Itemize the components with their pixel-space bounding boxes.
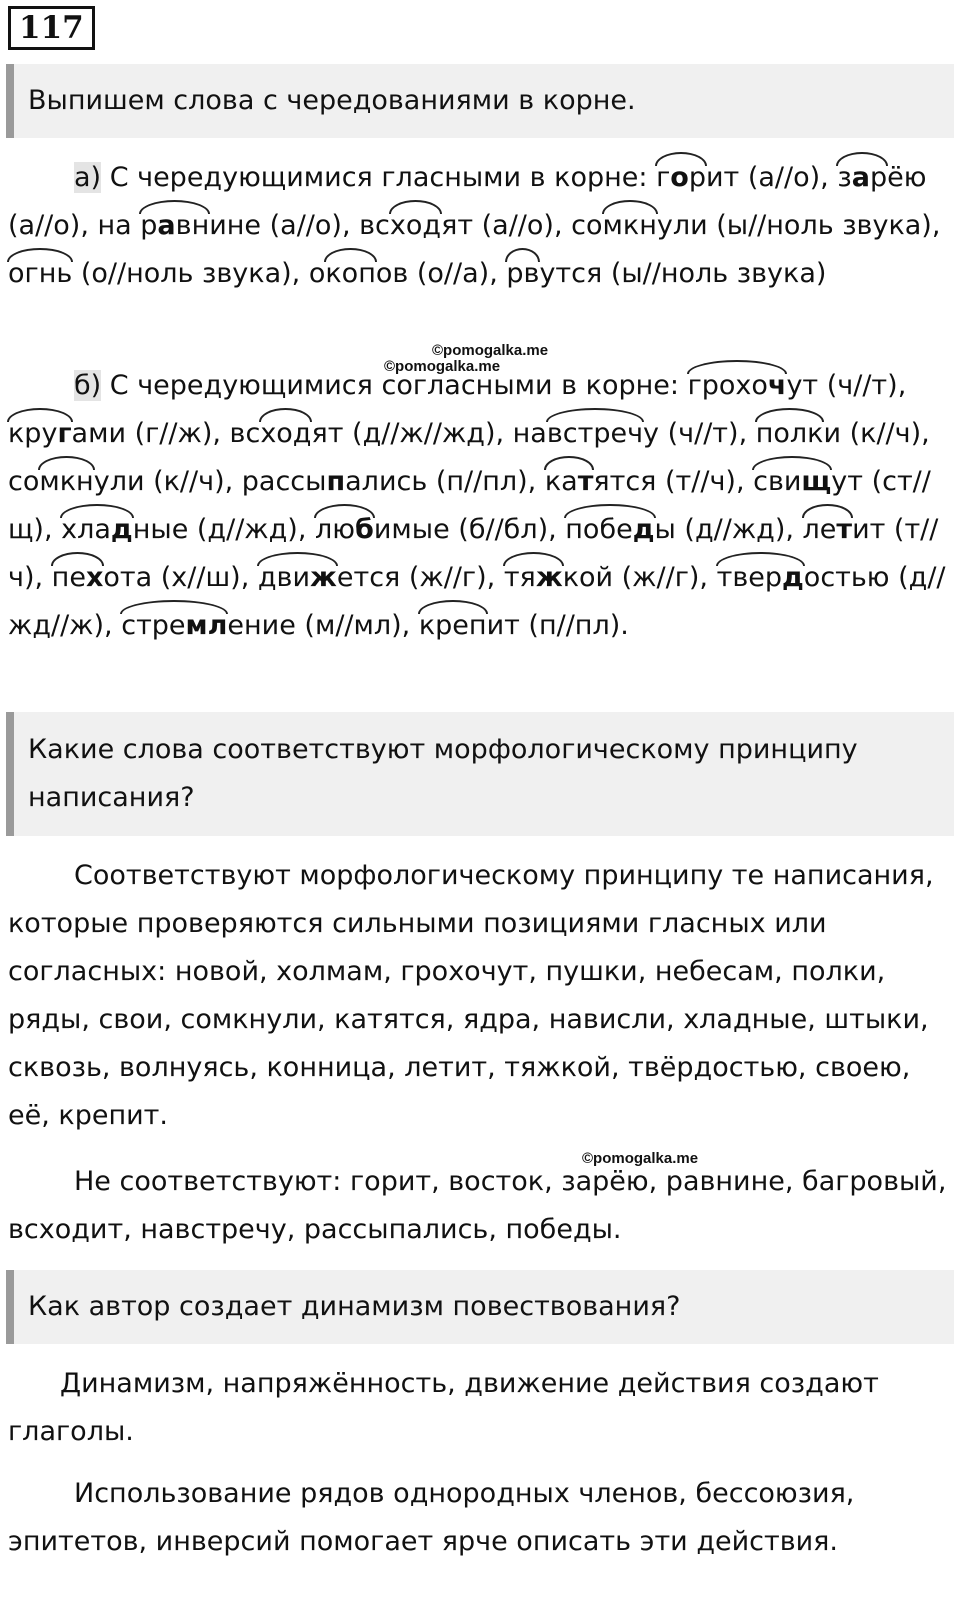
answer-dynamism-2-text: Использование рядов однородных членов, бессоюзия, эпитетов, инверсий помогает ярче описать эти действия.: [8, 1478, 855, 1557]
list-item: сомкнули (ы//ноль звука): [571, 210, 932, 241]
question-box-2: [6, 712, 954, 836]
list-item: горит (а//о): [656, 162, 820, 193]
list-item: всходят (а//о): [359, 210, 554, 241]
question-2-text: Какие слова соответствуют морфологическому принципу написания?: [28, 734, 858, 813]
watermark: ©pomogalka.me: [432, 342, 549, 359]
list-item: твердостью (д//жд//ж): [8, 562, 946, 641]
answer-not-morphological: [8, 1158, 954, 1254]
list-item: полки (к//ч): [756, 418, 921, 449]
list-item: свищут (ст//щ): [8, 466, 931, 545]
list-item: огнь (о//ноль звука): [8, 258, 292, 289]
answer-vowels: а) С чередующимися гласными в корне: горит (а//о), зарёю (а//о), на равнине (а//о), всходят (а//о), сомкнули (ы//ноль звука), огнь (о//ноль звука), окопов (о//а), рвутся (ы//ноль звука): [8, 154, 954, 298]
answer-consonants-intro: С чередующимися согласными в корне:: [109, 370, 679, 401]
list-item: рвутся (ы//ноль звука): [506, 258, 826, 289]
answer-not-morphological-intro: Не соответствуют:: [74, 1166, 342, 1197]
answer-dynamism-1-text: Динамизм, напряжённость, движение действия создают глаголы.: [8, 1368, 879, 1447]
list-item: окопов (о//а): [309, 258, 489, 289]
answer-not-morphological-words: горит, восток, зарёю, равнине, багровый, всходит, навстречу, рассыпались, победы.: [8, 1166, 947, 1245]
answer-morphological-words: новой, холмам, грохочут, пушки, небесам, полки, ряды, свои, сомкнули, катятся, ядра, нависли, хладные, штыки, сквозь, волнуясь, конница, летит, тяжкой, твёрдостью, своею, её, крепит.: [8, 956, 929, 1131]
list-item: хладные (д//жд): [61, 514, 298, 545]
question-1-text: Выпишем слова с чередованиями в корне.: [28, 85, 636, 116]
list-item: летит (т//ч): [8, 514, 938, 593]
list-item: стремление (м//мл): [121, 610, 401, 641]
answer-consonants: б) С чередующимися согласными в корне: грохочут (ч//т), кругами (г//ж), всходят (д//ж//жд), навстречу (ч//т), полки (к//ч), сомкнули (к//ч), рассыпались (п//пл), катятся (т//ч), свищут (ст//щ), хладные (д//жд), любимые (б//бл), победы (д//жд), летит (т//ч), пехота (х//ш), движется (ж//г), тяжкой (ж//г), твердостью (д//жд//ж), стремление (м//мл), крепит (п//пл).: [8, 362, 954, 650]
answer-dynamism-1: [8, 1360, 954, 1456]
watermark: ©pomogalka.me: [582, 1150, 699, 1167]
list-item: любимые (б//бл): [315, 514, 548, 545]
list-item: кругами (г//ж): [8, 418, 212, 449]
answer-morphological-intro: Соответствуют морфологическому принципу те написания, которые проверяются сильными позициями гласных или согласных:: [8, 860, 934, 987]
list-item: грохочут (ч//т): [688, 370, 898, 401]
answer-dynamism-2: [8, 1470, 954, 1566]
list-item: крепит (п//пл): [419, 610, 620, 641]
list-item: победы (д//жд): [565, 514, 785, 545]
list-item: тяжкой (ж//г): [504, 562, 700, 593]
list-item: движется (ж//г): [258, 562, 487, 593]
question-3-text: Как автор создает динамизм повествования?: [28, 1291, 681, 1322]
exercise-number: 117: [8, 6, 95, 50]
answer-morphological: [8, 852, 954, 1140]
list-item: сомкнули (к//ч): [8, 466, 225, 497]
list-item: рассыпались (п//пл): [241, 466, 528, 497]
list-item: пехота (х//ш): [52, 562, 241, 593]
list-item: навстречу (ч//т): [513, 418, 739, 449]
question-box-3: [6, 1270, 954, 1344]
answer-consonants-label: б): [74, 370, 102, 401]
list-item: катятся (т//ч): [545, 466, 736, 497]
answer-vowels-intro: С чередующимися гласными в корне:: [109, 162, 648, 193]
list-item: зарёю (а//о): [8, 162, 926, 241]
question-box-1: [6, 64, 954, 138]
list-item: всходят (д//ж//жд): [230, 418, 496, 449]
answer-vowels-label: а): [74, 162, 102, 193]
list-item: на равнине (а//о): [98, 210, 342, 241]
watermark: ©pomogalka.me: [384, 358, 501, 375]
